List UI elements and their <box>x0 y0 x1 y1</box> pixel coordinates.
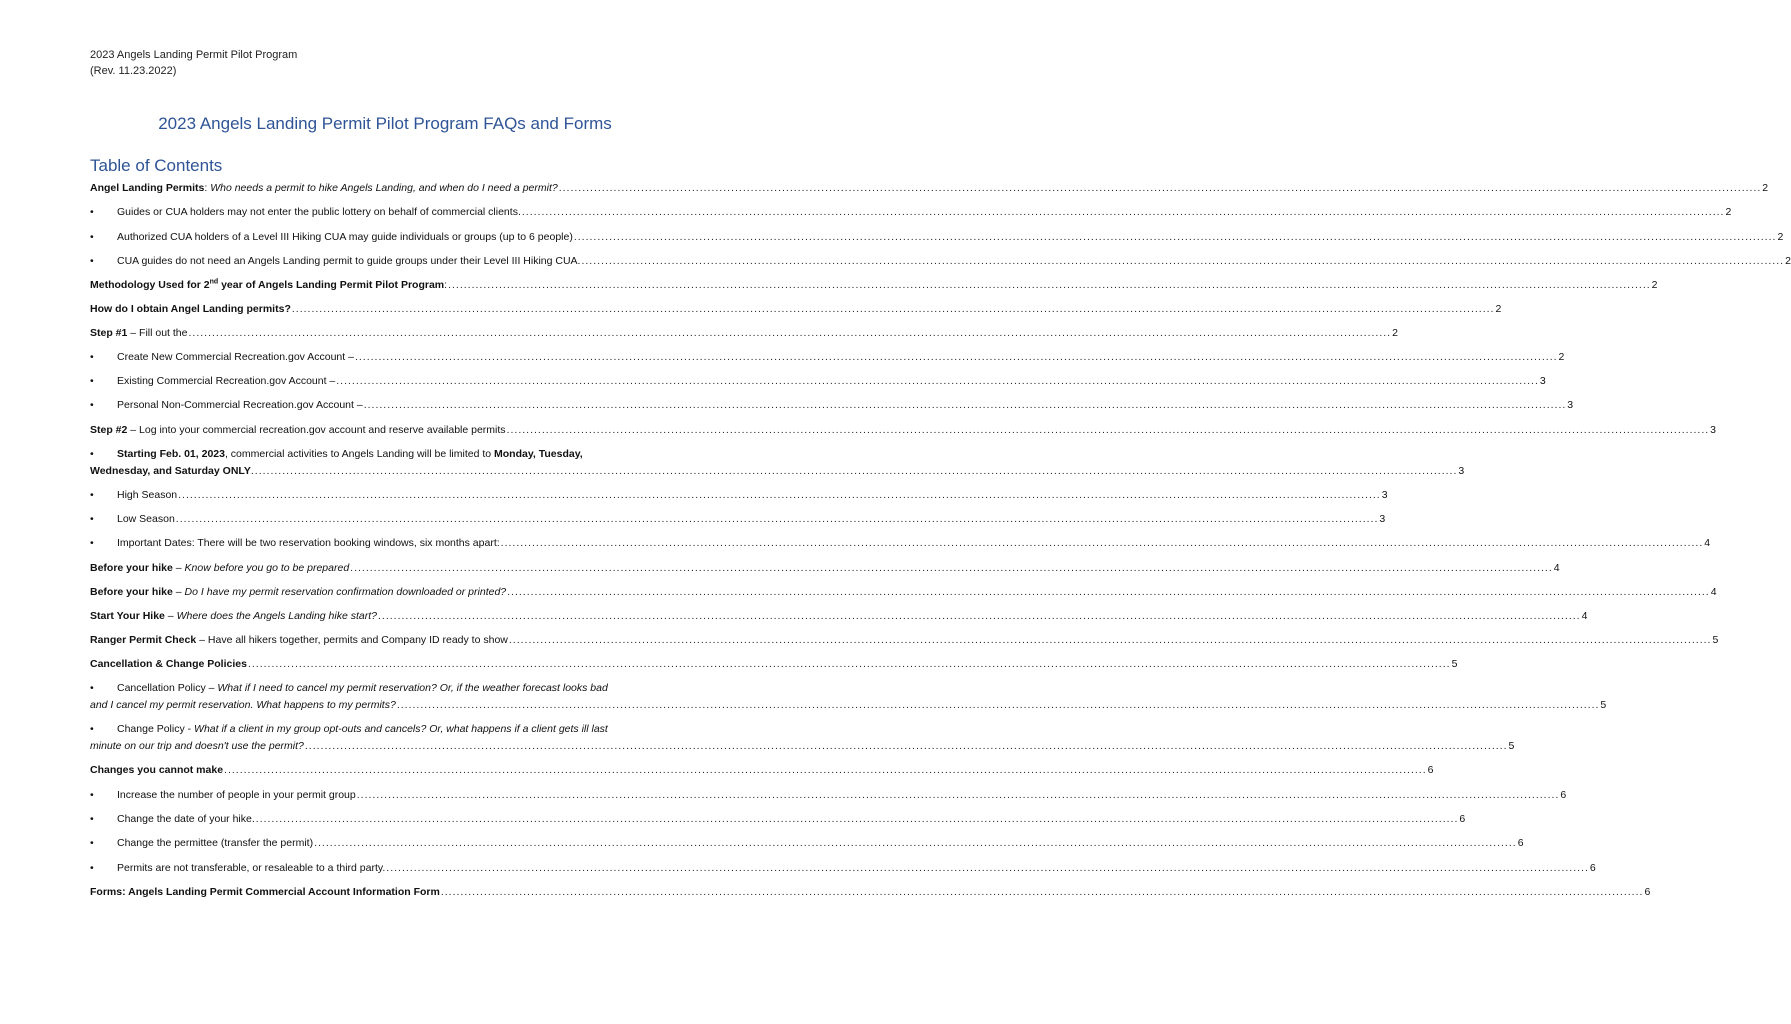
toc-entry-plain: Cancellation Policy – <box>117 682 218 694</box>
toc-page-number: 6 <box>1644 886 1651 898</box>
dot-leader <box>256 811 1459 827</box>
toc-entry-plain: – Fill out the <box>127 327 188 339</box>
toc-entry-line1 <box>90 446 680 463</box>
toc-entry[interactable] <box>90 584 1717 600</box>
dot-leader <box>386 860 1589 876</box>
toc-entry-plain: , commercial activities to Angels Landing will be limited to <box>224 448 495 460</box>
toc-entry-bold: year of Angels Landing Permit Pilot Program <box>218 279 445 291</box>
toc-page-number: 6 <box>1589 862 1596 874</box>
toc-page-number: 2 <box>1651 279 1658 291</box>
dot-leader <box>441 884 1644 900</box>
toc-entry-text <box>117 811 255 827</box>
toc-entry-italic: What if a client in my group opt-outs and cancels? Or, what happens if a client gets ill last <box>194 723 608 735</box>
dot-leader <box>314 835 1517 851</box>
toc-entry-plain: Permits are not transferable, or resaleable to a third party. <box>117 862 386 874</box>
toc-entry-plain: Increase the number of people in your permit group <box>117 789 356 801</box>
toc-entry[interactable] <box>90 656 1458 672</box>
toc-entry-italic: minute on our trip and doesn't use the permit? <box>90 740 304 752</box>
toc-entry-line1 <box>90 721 680 738</box>
toc-page-number: 3 <box>1710 424 1716 436</box>
toc-entry[interactable] <box>90 884 1651 900</box>
bullet-icon: • <box>90 489 94 501</box>
bullet-icon: • <box>90 537 94 549</box>
toc-entry[interactable] <box>90 787 1567 803</box>
dot-leader <box>378 608 1581 624</box>
toc-entry-plain: Guides or CUA holders may not enter the public lottery on behalf of commercial clients. <box>117 206 521 218</box>
toc-entry[interactable] <box>90 325 1398 341</box>
dot-leader <box>448 277 1651 293</box>
toc-page-number: 5 <box>1600 699 1607 711</box>
toc-entry[interactable] <box>90 511 1386 527</box>
toc-entry-text <box>117 229 573 245</box>
toc-page-number: 3 <box>1567 399 1574 411</box>
toc-page-number: 2 <box>1558 351 1565 363</box>
toc-page-number: 4 <box>1704 537 1711 549</box>
bullet-icon: • <box>90 351 94 363</box>
toc-entry-text <box>90 463 254 480</box>
dot-leader <box>581 253 1784 269</box>
toc-entry[interactable] <box>90 860 1596 876</box>
toc-entry-italic: Where does the Angels Landing hike start? <box>176 610 377 622</box>
toc-page-number: 5 <box>1451 658 1458 670</box>
toc-entry-text <box>90 656 247 672</box>
dot-leader <box>255 463 1458 480</box>
toc-entry-text <box>90 560 349 576</box>
toc-page-number: 5 <box>1508 740 1515 752</box>
toc-entry-text <box>90 762 223 778</box>
toc-entry-bold: Start Your Hike <box>90 610 165 622</box>
dot-leader <box>357 787 1560 803</box>
toc-entry[interactable] <box>90 349 1565 365</box>
dot-leader <box>355 349 1558 365</box>
toc-entry[interactable] <box>90 229 1784 245</box>
toc-entry-bold: Ranger Permit Check <box>90 634 197 646</box>
dot-leader <box>397 697 1600 714</box>
toc-entry-plain: Change the permittee (transfer the permit) <box>117 837 314 849</box>
toc-entry-text <box>117 835 313 851</box>
bullet-icon: • <box>90 513 94 525</box>
toc-entry-line2 <box>90 738 1515 755</box>
bullet-icon: • <box>90 862 94 874</box>
toc-entry[interactable] <box>90 277 1658 293</box>
toc-entry-plain: Important Dates: There will be two reservation booking windows, six months apart: <box>117 537 500 549</box>
toc-entry-text <box>90 632 508 648</box>
toc-page-number: 2 <box>1785 255 1791 267</box>
dot-leader <box>178 487 1381 503</box>
toc-entry-plain: Change the date of your hike. <box>117 813 255 825</box>
toc-entry-italic: Do I have my permit reservation confirmation downloaded or printed? <box>184 586 507 598</box>
toc-entry-text <box>90 584 506 600</box>
document-title: 2023 Angels Landing Permit Pilot Program FAQs and Forms <box>158 114 612 133</box>
toc-entry-plain: Create New Commercial Recreation.gov Account – <box>117 351 354 363</box>
toc-page-number: 2 <box>1762 182 1769 194</box>
toc-entry-text <box>90 884 440 900</box>
toc-page-number: 6 <box>1427 764 1434 776</box>
toc-entry-line2 <box>90 697 1607 714</box>
toc-entry-sup: nd <box>209 278 219 286</box>
toc-page-number: 2 <box>1495 303 1502 315</box>
dot-leader <box>305 738 1508 755</box>
toc-page-number: 4 <box>1710 586 1717 598</box>
bullet-icon: • <box>90 813 94 825</box>
dot-leader <box>501 535 1704 551</box>
bullet-icon: • <box>90 399 94 411</box>
dot-leader <box>507 422 1710 438</box>
toc-page-number: 5 <box>1712 634 1719 646</box>
toc-entry[interactable] <box>90 811 1466 827</box>
toc-entry-bold: Angel Landing Permits <box>90 182 205 194</box>
toc-entry-text <box>90 325 187 341</box>
toc-entry-plain: Change Policy - <box>117 723 195 735</box>
bullet-icon: • <box>90 682 94 694</box>
toc-entry-line2 <box>90 463 1465 480</box>
toc-entry-text <box>90 738 304 755</box>
toc-entry-plain: . <box>250 465 254 477</box>
toc-page-number: 2 <box>1392 327 1398 339</box>
header-program-name: 2023 Angels Landing Permit Pilot Program <box>90 49 298 61</box>
toc-page-number: 3 <box>1381 489 1388 501</box>
bullet-icon: • <box>90 837 94 849</box>
bullet-icon: • <box>90 448 94 460</box>
toc-page-number: 6 <box>1517 837 1524 849</box>
toc-entry-text <box>117 204 521 220</box>
toc-heading: Table of Contents <box>90 156 223 175</box>
toc-page-number: 6 <box>1560 789 1567 801</box>
toc-entry[interactable] <box>90 373 1546 389</box>
toc-page-number: 3 <box>1379 513 1386 525</box>
toc-entry[interactable] <box>90 446 1465 480</box>
toc-entry-plain: CUA guides do not need an Angels Landing permit to guide groups under their Level III Hiking CUA. <box>117 255 581 267</box>
toc-entry-bold: How do I obtain Angel Landing permits? <box>90 303 291 315</box>
toc-entry[interactable] <box>90 762 1434 778</box>
dot-leader <box>292 301 1495 317</box>
bullet-icon: • <box>90 206 94 218</box>
toc-entry-plain: Personal Non-Commercial Recreation.gov Account – <box>117 399 363 411</box>
toc-entry-bold: Forms: Angels Landing Permit Commercial Account Information Form <box>90 886 440 898</box>
toc-entry-bold: Monday, Tuesday, <box>494 448 583 460</box>
toc-entry[interactable] <box>90 204 1732 220</box>
header-revision: (Rev. 11.23.2022) <box>90 65 177 77</box>
bullet-icon: • <box>90 231 94 243</box>
toc-entry-italic: and I cancel my permit reservation. What happens to my permits? <box>90 699 396 711</box>
toc-page-number: 6 <box>1459 813 1466 825</box>
toc-entry[interactable] <box>90 680 1607 714</box>
dot-leader <box>559 180 1762 196</box>
dot-leader <box>522 204 1725 220</box>
toc-entry-bold: Starting Feb. 01, 2023 <box>117 448 225 460</box>
toc-entry-bold: Before your hike <box>90 562 173 574</box>
toc-entry-text <box>90 608 377 624</box>
dot-leader <box>336 373 1539 389</box>
toc-entry-plain: Low Season <box>117 513 175 525</box>
toc-entry[interactable] <box>90 180 1769 196</box>
toc-entry-plain: : <box>204 182 211 194</box>
toc-entry-italic: Who needs a permit to hike Angels Landing, and when do I need a permit? <box>210 182 558 194</box>
toc-entry-bold: Methodology Used for 2 <box>90 279 210 291</box>
toc-entry-plain: – <box>172 586 185 598</box>
toc-entry-text <box>90 422 506 438</box>
toc-entry-bold: Step #1 <box>90 327 128 339</box>
toc-entry-text <box>117 487 177 503</box>
running-header <box>90 47 297 79</box>
toc-page-number: 2 <box>1725 206 1732 218</box>
toc-entry[interactable] <box>90 721 1515 755</box>
toc-entry-bold: Changes you cannot make <box>90 764 224 776</box>
dot-leader <box>509 632 1712 648</box>
toc-entry[interactable] <box>90 301 1502 317</box>
toc-entry[interactable] <box>90 632 1719 648</box>
toc-entry[interactable] <box>90 487 1388 503</box>
toc-page-number: 3 <box>1539 375 1546 387</box>
toc-entry-text <box>117 860 385 876</box>
toc-page-number: 4 <box>1553 562 1560 574</box>
toc-entry[interactable] <box>90 535 1711 551</box>
toc-entry-text <box>117 373 335 389</box>
bullet-icon: • <box>90 255 94 267</box>
toc-entry-line1 <box>90 680 680 697</box>
toc-entry-bold: Wednesday, and Saturday ONLY <box>90 465 251 477</box>
toc-entry-text <box>117 397 363 413</box>
toc-entry-text <box>117 511 175 527</box>
dot-leader <box>248 656 1451 672</box>
toc-entry-plain: – Have all hikers together, permits and Company ID ready to show <box>196 634 508 646</box>
toc-entry[interactable] <box>90 608 1588 624</box>
toc-entry-text <box>117 682 608 694</box>
toc-entry-text <box>90 697 396 714</box>
toc-entry-text <box>90 301 291 317</box>
toc-entry-plain: – <box>164 610 177 622</box>
toc-entry-text <box>90 180 558 196</box>
toc-entry-plain: High Season <box>117 489 178 501</box>
toc-page-number: 3 <box>1458 465 1465 477</box>
toc-entry-bold: Step #2 <box>90 424 128 436</box>
toc-entry-text <box>117 448 583 460</box>
toc-entry-text <box>117 723 608 735</box>
toc-entry-plain: Authorized CUA holders of a Level III Hiking CUA may guide individuals or groups (up to 6 people) <box>117 231 573 243</box>
dot-leader <box>224 762 1427 778</box>
toc-entry[interactable] <box>90 835 1524 851</box>
dot-leader <box>574 229 1777 245</box>
toc-entry[interactable] <box>90 397 1574 413</box>
toc-entry-plain: Existing Commercial Recreation.gov Account – <box>117 375 336 387</box>
toc-entry[interactable] <box>90 422 1716 438</box>
dot-leader <box>350 560 1553 576</box>
toc-entry-text <box>117 787 356 803</box>
bullet-icon: • <box>90 375 94 387</box>
toc-entry-plain: – <box>172 562 185 574</box>
toc-entry-text <box>117 253 580 269</box>
toc-entry-plain: : <box>444 279 448 291</box>
toc-entry-bold: Before your hike <box>90 586 173 598</box>
toc-entry[interactable] <box>90 253 1791 269</box>
toc-entry-text <box>117 535 500 551</box>
toc-entry-text <box>90 277 447 293</box>
dot-leader <box>176 511 1379 527</box>
toc-entry-text <box>117 349 354 365</box>
toc-page-number: 2 <box>1777 231 1784 243</box>
toc-entry-plain: – Log into your commercial recreation.gov account and reserve available permits <box>127 424 506 436</box>
toc-entry-bold: Cancellation & Change Policies <box>90 658 247 670</box>
bullet-icon: • <box>90 723 94 735</box>
toc-entry-italic: What if I need to cancel my permit reservation? Or, if the weather forecast looks bad <box>217 682 608 694</box>
toc-entry-italic: Know before you go to be prepared <box>184 562 350 574</box>
toc-page-number: 4 <box>1581 610 1588 622</box>
toc-entry[interactable] <box>90 560 1560 576</box>
dot-leader <box>507 584 1710 600</box>
dot-leader <box>188 325 1391 341</box>
dot-leader <box>364 397 1567 413</box>
bullet-icon: • <box>90 789 94 801</box>
